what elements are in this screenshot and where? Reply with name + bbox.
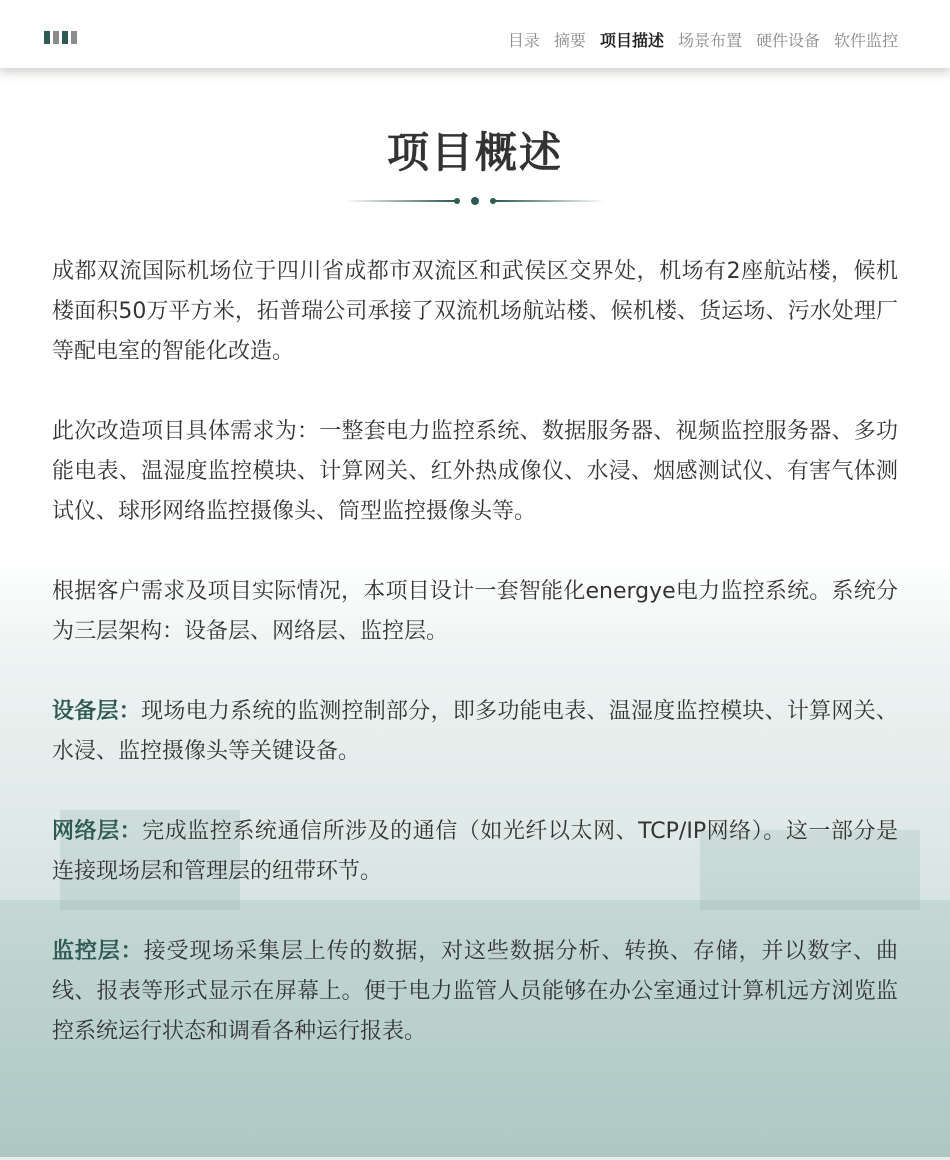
nav-item-scene-layout[interactable]: 场景布置 bbox=[677, 31, 742, 50]
logo-bars-icon bbox=[44, 31, 77, 44]
network-layer-label: 网络层： bbox=[52, 819, 143, 844]
paragraph-monitoring-layer bbox=[52, 932, 898, 1052]
nav-item-catalog[interactable]: 目录 bbox=[507, 31, 540, 50]
nav-item-software-monitoring[interactable]: 软件监控 bbox=[833, 31, 898, 50]
top-nav bbox=[508, 28, 898, 51]
title-divider bbox=[345, 194, 605, 208]
device-layer-label: 设备层： bbox=[52, 699, 142, 724]
paragraph-device-layer bbox=[52, 692, 898, 772]
page-title: 项目概述 bbox=[386, 128, 563, 177]
header-bar bbox=[0, 0, 950, 68]
device-layer-text: 现场电力系统的监测控制部分，即多功能电表、温湿度监控模块、计算网关、水浸、监控摄像头等关键设备。 bbox=[52, 699, 898, 764]
nav-item-hardware[interactable]: 硬件设备 bbox=[755, 31, 820, 50]
nav-item-project-description[interactable]: 项目描述 bbox=[599, 31, 664, 50]
paragraph-architecture: 根据客户需求及项目实际情况，本项目设计一套智能化energye电力监控系统。系统分为三层架构：设备层、网络层、监控层。 bbox=[52, 579, 898, 644]
paragraph-network-layer bbox=[52, 812, 898, 892]
paragraph-intro: 成都双流国际机场位于四川省成都市双流区和武侯区交界处，机场有2座航站楼，候机楼面积50万平方米，拓普瑞公司承接了双流机场航站楼、候机楼、货运场、污水处理厂等配电室的智能化改造。 bbox=[52, 259, 898, 364]
monitoring-layer-text: 接受现场采集层上传的数据，对这些数据分析、转换、存储，并以数字、曲线、报表等形式显示在屏幕上。便于电力监管人员能够在办公室通过计算机远方浏览监控系统运行状态和调看各种运行报表。 bbox=[52, 939, 898, 1044]
monitoring-layer-label: 监控层： bbox=[52, 939, 144, 964]
article-body bbox=[0, 252, 950, 1052]
paragraph-requirements: 此次改造项目具体需求为：一整套电力监控系统、数据服务器、视频监控服务器、多功能电表、温湿度监控模块、计算网关、红外热成像仪、水浸、烟感测试仪、有害气体测试仪、球形网络监控摄像头、筒型监控摄像头等。 bbox=[52, 419, 898, 524]
network-layer-text: 完成监控系统通信所涉及的通信（如光纤以太网、TCP/IP网络）。这一部分是连接现场层和管理层的纽带环节。 bbox=[52, 819, 898, 884]
nav-item-summary[interactable]: 摘要 bbox=[553, 31, 586, 50]
